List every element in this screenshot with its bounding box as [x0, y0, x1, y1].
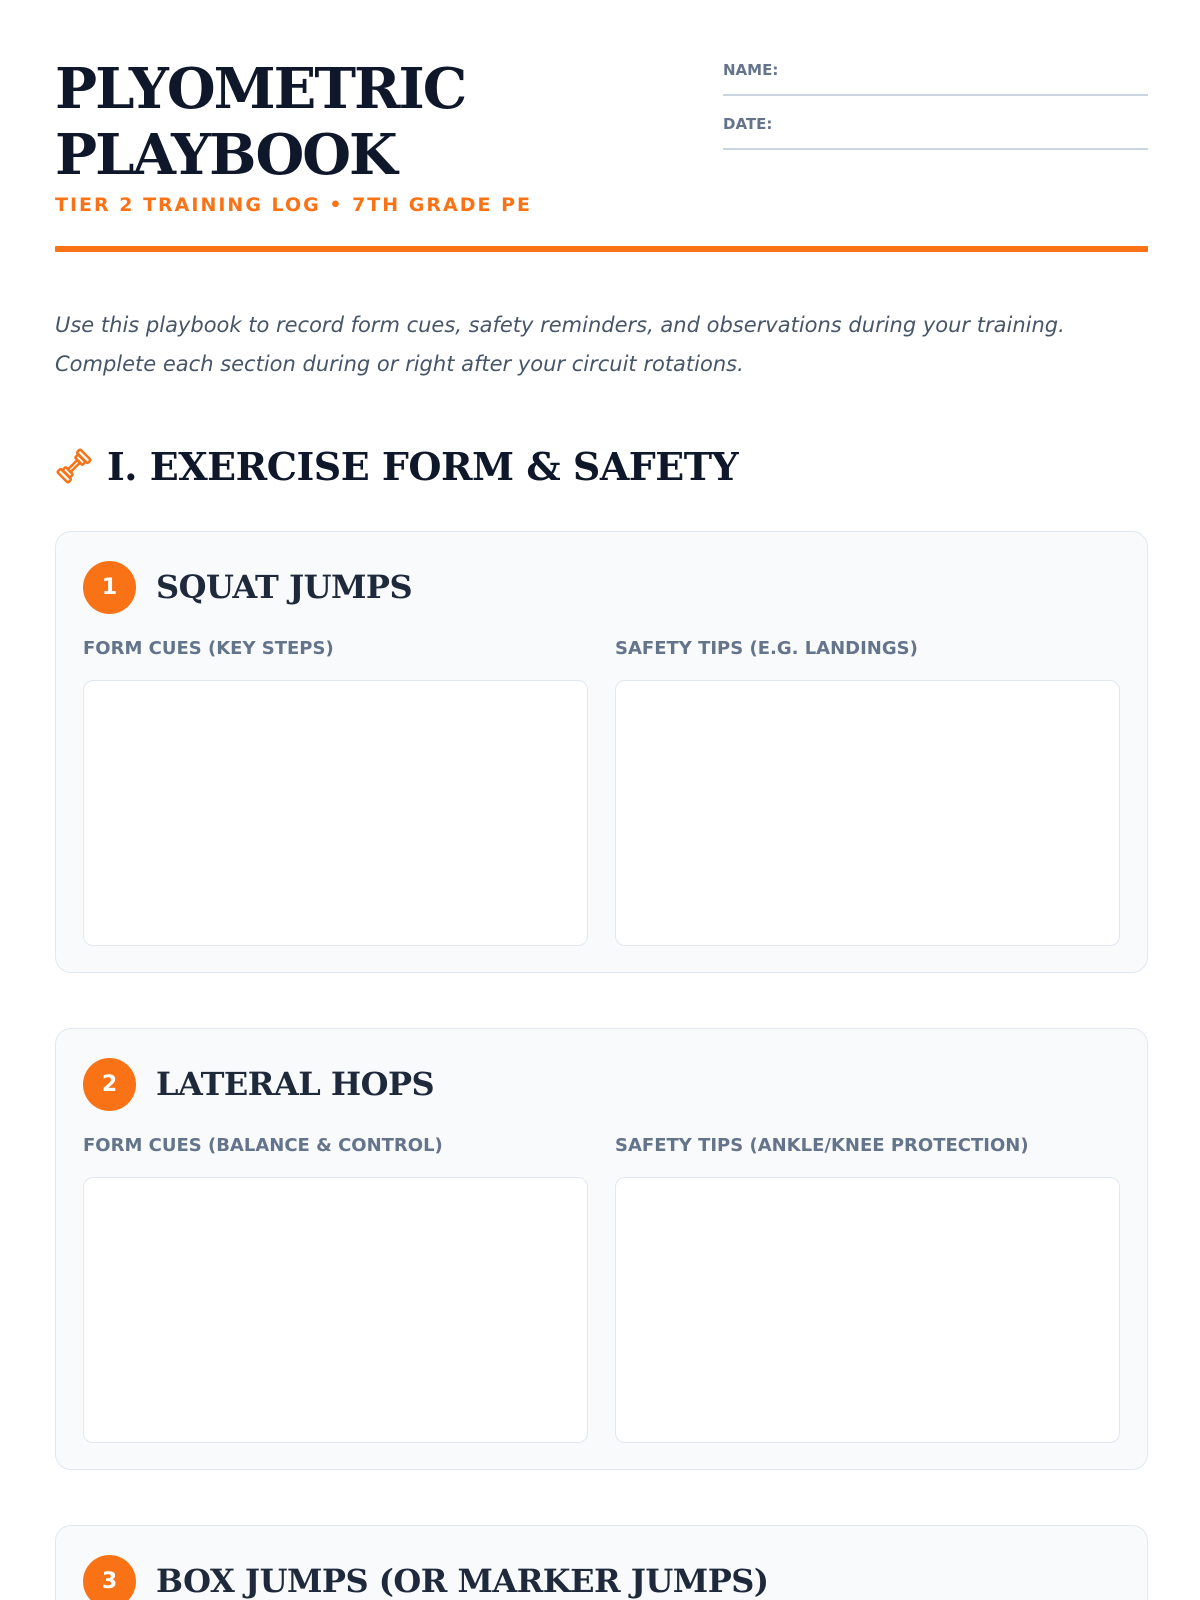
- exercise-header: [83, 1554, 769, 1600]
- exercise-title: LATERAL HOPS: [156, 1065, 435, 1103]
- page-subtitle: TIER 2 TRAINING LOG • 7TH GRADE PE: [55, 194, 532, 216]
- worksheet-header: [55, 56, 1148, 252]
- safety-tips-box[interactable]: [615, 1177, 1120, 1443]
- intro-line-2: Complete each section during or right after your circuit rotations.: [55, 352, 744, 376]
- section-title: I. EXERCISE FORM & SAFETY: [107, 443, 739, 489]
- date-label: DATE:: [723, 115, 773, 133]
- exercise-card-lateral-hops: [55, 1028, 1148, 1470]
- exercise-number-badge: 3: [83, 1555, 136, 1600]
- dumbbell-icon: [55, 447, 93, 485]
- safety-tips-box[interactable]: [615, 680, 1120, 946]
- exercise-card-squat-jumps: [55, 531, 1148, 973]
- intro-text: [55, 306, 1148, 384]
- title-line-1: PLYOMETRIC: [55, 56, 466, 122]
- form-cues-box[interactable]: [83, 1177, 588, 1443]
- name-label: NAME:: [723, 61, 779, 79]
- form-cues-label: FORM CUES (BALANCE & CONTROL): [83, 1135, 443, 1156]
- safety-tips-label: SAFETY TIPS (E.G. LANDINGS): [615, 638, 918, 659]
- form-cues-label: FORM CUES (KEY STEPS): [83, 638, 334, 659]
- title-line-2: PLAYBOOK: [55, 122, 396, 188]
- name-field[interactable]: [723, 56, 1148, 96]
- exercise-title: SQUAT JUMPS: [156, 568, 413, 606]
- section-heading: [55, 440, 738, 492]
- form-cues-box[interactable]: [83, 680, 588, 946]
- exercise-number-badge: 1: [83, 561, 136, 614]
- date-field[interactable]: [723, 110, 1148, 150]
- exercise-number-badge: 2: [83, 1058, 136, 1111]
- exercise-header: [83, 560, 412, 614]
- safety-tips-label: SAFETY TIPS (ANKLE/KNEE PROTECTION): [615, 1135, 1029, 1156]
- exercise-header: [83, 1057, 434, 1111]
- header-divider: [55, 246, 1148, 252]
- exercise-card-box-jumps: [55, 1525, 1148, 1600]
- exercise-title: BOX JUMPS (OR MARKER JUMPS): [156, 1562, 769, 1600]
- intro-line-1: Use this playbook to record form cues, safety reminders, and observations during your training.: [55, 313, 1065, 337]
- student-info-fields: [723, 56, 1148, 164]
